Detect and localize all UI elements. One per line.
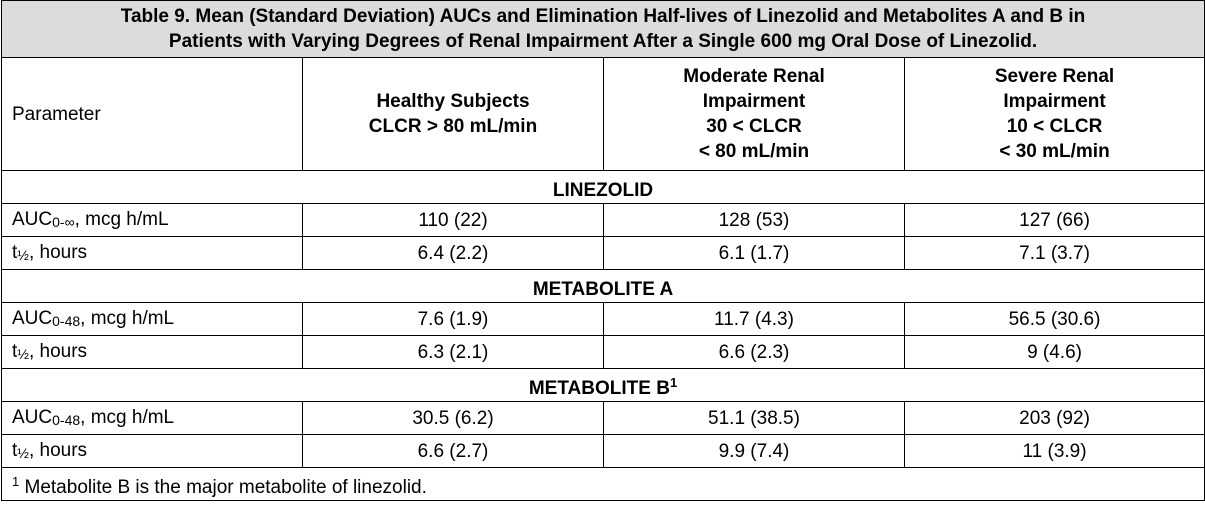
param-cell [2, 435, 303, 468]
section-title-metabolite-a [2, 270, 1205, 303]
section-title-text: METABOLITE A [532, 278, 674, 300]
section-row [2, 369, 1205, 402]
param-main: AUC [12, 308, 53, 329]
title-line-1: Table 9. Mean (Standard Deviation) AUCs and Elimination Half-lives of Linezolid and Metabolites A and B in [120, 6, 1086, 27]
value-cell: 56.5 (30.6) [905, 303, 1205, 336]
param-main: t [12, 341, 18, 362]
param-rest: , hours [28, 440, 88, 461]
header-severe-line: Severe Renal [994, 66, 1115, 87]
header-moderate-line: Impairment [702, 91, 806, 112]
header-moderate-line: 30 < CLCR [706, 116, 802, 137]
value-cell: 51.1 (38.5) [604, 402, 905, 435]
value-cell: 11 (3.9) [905, 435, 1205, 468]
value-cell: 6.4 (2.2) [303, 237, 604, 270]
param-sub: ½ [17, 346, 29, 362]
section-row [2, 270, 1205, 303]
param-rest: , hours [28, 341, 88, 362]
param-sub: ½ [17, 247, 29, 263]
value-cell: 6.6 (2.3) [604, 336, 905, 369]
value-cell: 9 (4.6) [905, 336, 1205, 369]
param-main: AUC [12, 209, 53, 230]
section-title-linezolid [2, 171, 1205, 204]
param-cell [2, 204, 303, 237]
value-cell: 9.9 (7.4) [604, 435, 905, 468]
param-cell [2, 402, 303, 435]
header-row [2, 58, 1205, 171]
value-cell: 6.3 (2.1) [303, 336, 604, 369]
value-cell: 128 (53) [604, 204, 905, 237]
section-title-text: LINEZOLID [552, 179, 654, 201]
header-moderate-line: < 80 mL/min [698, 141, 810, 162]
header-severe [905, 58, 1205, 171]
table-row [2, 204, 1205, 237]
param-main: AUC [12, 407, 53, 428]
table-row [2, 237, 1205, 270]
section-title-metabolite-b [2, 369, 1205, 402]
table-row [2, 303, 1205, 336]
header-healthy-line: CLCR > 80 mL/min [368, 116, 538, 137]
section-title-sup: 1 [669, 374, 678, 390]
param-rest: , mcg h/mL [80, 407, 175, 428]
value-cell: 110 (22) [303, 204, 604, 237]
header-severe-line: Impairment [1003, 91, 1106, 112]
param-sub: 0-∞ [52, 214, 75, 230]
param-main: t [12, 440, 18, 461]
param-main: t [12, 242, 18, 263]
param-rest: , mcg h/mL [80, 308, 175, 329]
section-title-text: METABOLITE B [528, 377, 670, 399]
pk-table [1, 0, 1205, 501]
value-cell: 127 (66) [905, 204, 1205, 237]
header-parameter: Parameter [2, 58, 303, 171]
param-sub: ½ [17, 445, 29, 461]
param-sub: 0-48 [52, 313, 81, 329]
table-row [2, 402, 1205, 435]
param-rest: , hours [28, 242, 88, 263]
param-cell [2, 303, 303, 336]
footnote [2, 468, 1205, 501]
value-cell: 7.1 (3.7) [905, 237, 1205, 270]
footnote-text: Metabolite B is the major metabolite of linezolid. [19, 476, 427, 498]
header-severe-line: < 30 mL/min [999, 141, 1110, 162]
header-moderate-line: Moderate Renal [683, 66, 825, 87]
param-cell [2, 237, 303, 270]
value-cell: 6.6 (2.7) [303, 435, 604, 468]
header-severe-line: 10 < CLCR [1006, 116, 1103, 137]
header-moderate [604, 58, 905, 171]
section-row [2, 171, 1205, 204]
value-cell: 6.1 (1.7) [604, 237, 905, 270]
param-rest: , mcg h/mL [74, 209, 169, 230]
param-cell [2, 336, 303, 369]
footnote-row [2, 468, 1205, 501]
table-row [2, 336, 1205, 369]
value-cell: 203 (92) [905, 402, 1205, 435]
header-healthy-line: Healthy Subjects [376, 91, 530, 112]
footnote-mark: 1 [12, 473, 20, 489]
param-sub: 0-48 [52, 412, 81, 428]
title-line-2: Patients with Varying Degrees of Renal Impairment After a Single 600 mg Oral Dose of Linezolid. [168, 31, 1038, 52]
table-row [2, 435, 1205, 468]
header-healthy [303, 58, 604, 171]
value-cell: 30.5 (6.2) [303, 402, 604, 435]
table-title [2, 1, 1205, 58]
title-row [2, 1, 1205, 58]
value-cell: 7.6 (1.9) [303, 303, 604, 336]
value-cell: 11.7 (4.3) [604, 303, 905, 336]
